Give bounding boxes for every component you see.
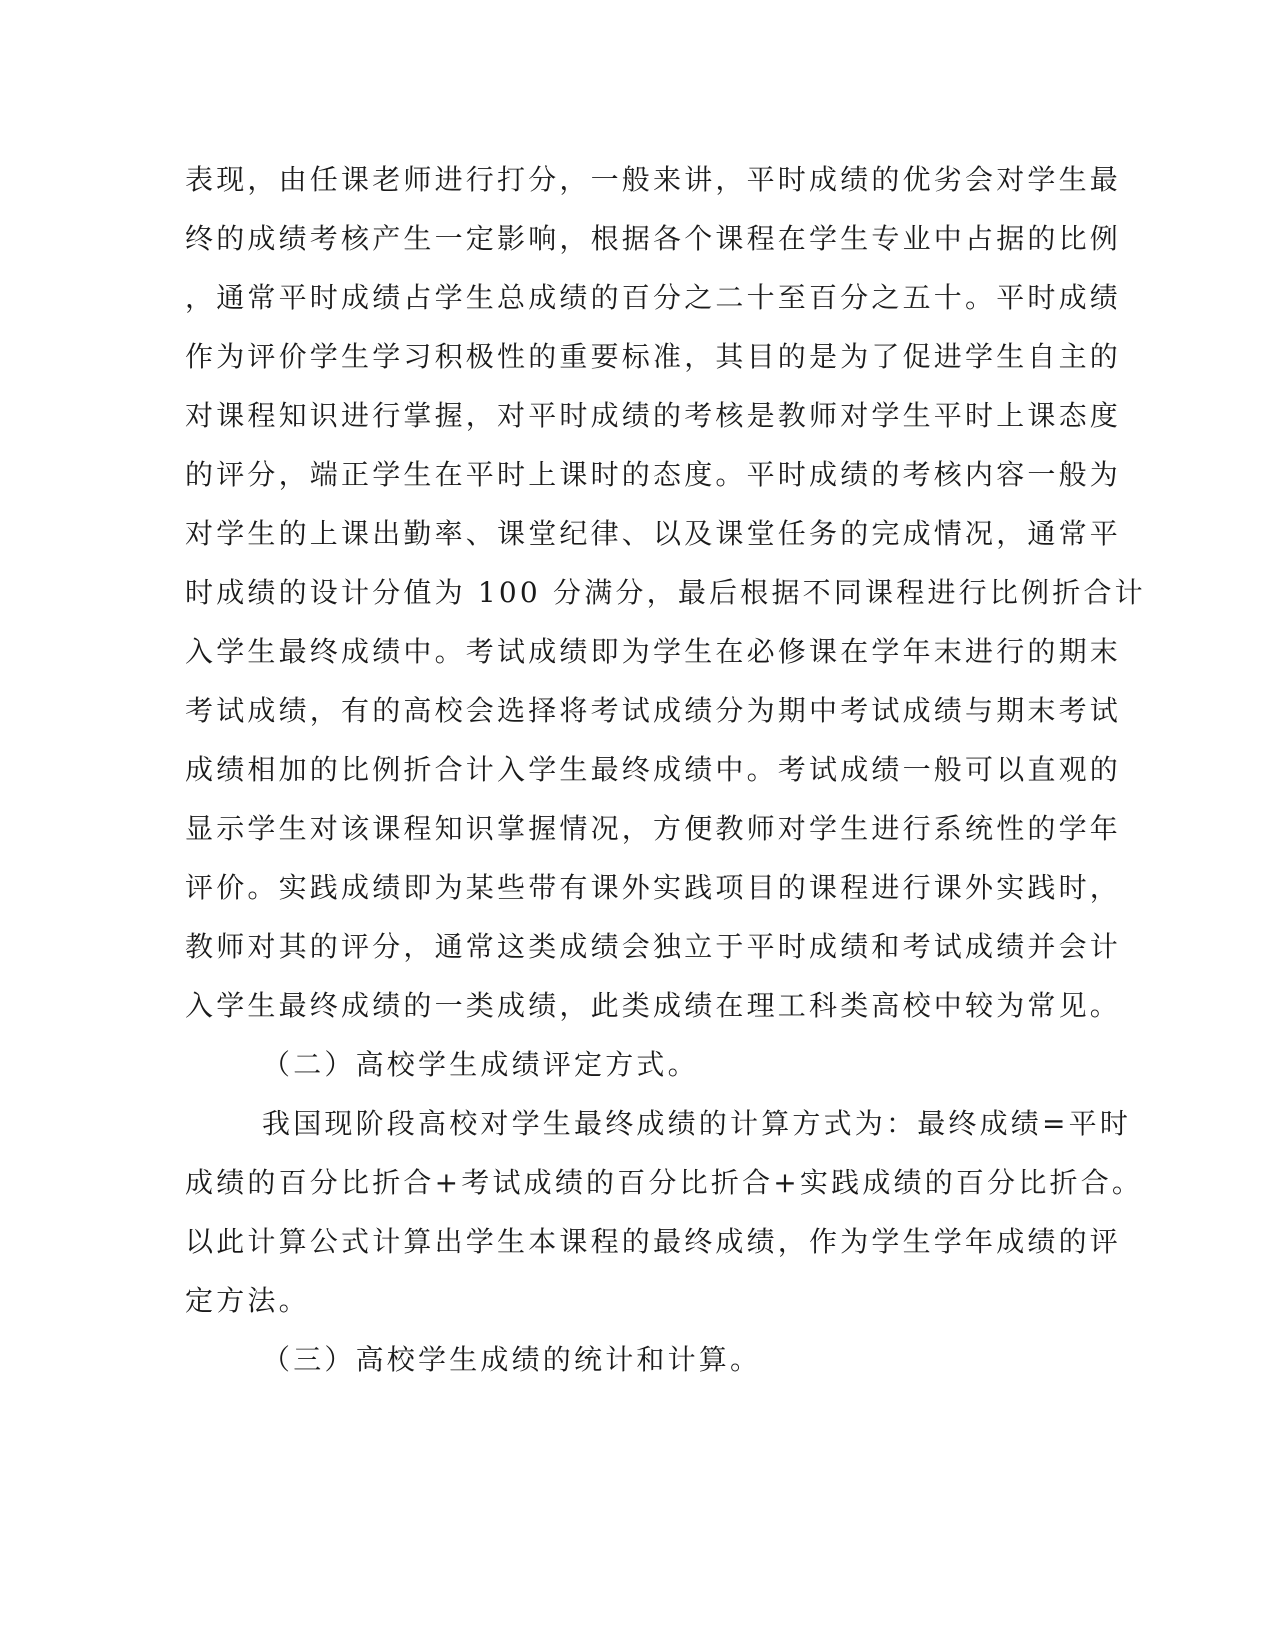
section-heading: （三）高校学生成绩的统计和计算。 [262, 1343, 762, 1376]
paragraph-line: 对学生的上课出勤率、课堂纪律、以及课堂任务的完成情况，通常平 [185, 517, 1122, 550]
paragraph-line: 评价。实践成绩即为某些带有课外实践项目的课程进行课外实践时， [185, 871, 1122, 904]
paragraph-line: 入学生最终成绩的一类成绩，此类成绩在理工科类高校中较为常见。 [185, 989, 1122, 1022]
paragraph-line: ，通常平时成绩占学生总成绩的百分之二十至百分之五十。平时成绩 [185, 281, 1122, 314]
paragraph-line: 显示学生对该课程知识掌握情况，方便教师对学生进行系统性的学年 [185, 812, 1122, 845]
paragraph-line: 定方法。 [185, 1284, 310, 1317]
paragraph-line: 成绩的百分比折合+考试成绩的百分比折合+实践成绩的百分比折合。 [185, 1166, 1144, 1199]
paragraph-line: 的评分，端正学生在平时上课时的态度。平时成绩的考核内容一般为 [185, 458, 1122, 491]
paragraph-line: 入学生最终成绩中。考试成绩即为学生在必修课在学年末进行的期末 [185, 635, 1122, 668]
paragraph-line: 对课程知识进行掌握，对平时成绩的考核是教师对学生平时上课态度 [185, 399, 1122, 432]
paragraph-line: 我国现阶段高校对学生最终成绩的计算方式为：最终成绩=平时 [262, 1107, 1132, 1140]
paragraph-line: 以此计算公式计算出学生本课程的最终成绩，作为学生学年成绩的评 [185, 1225, 1122, 1258]
paragraph-line: 表现，由任课老师进行打分，一般来讲，平时成绩的优劣会对学生最 [185, 163, 1122, 196]
paragraph-line: 作为评价学生学习积极性的重要标准，其目的是为了促进学生自主的 [185, 340, 1122, 373]
paragraph-line: 时成绩的设计分值为 100 分满分，最后根据不同课程进行比例折合计 [185, 576, 1146, 609]
paragraph-line: 终的成绩考核产生一定影响，根据各个课程在学生专业中占据的比例 [185, 222, 1122, 255]
paragraph-line: 成绩相加的比例折合计入学生最终成绩中。考试成绩一般可以直观的 [185, 753, 1122, 786]
section-heading: （二）高校学生成绩评定方式。 [262, 1048, 699, 1081]
paragraph-line: 考试成绩，有的高校会选择将考试成绩分为期中考试成绩与期末考试 [185, 694, 1122, 727]
paragraph-line: 教师对其的评分，通常这类成绩会独立于平时成绩和考试成绩并会计 [185, 930, 1122, 963]
